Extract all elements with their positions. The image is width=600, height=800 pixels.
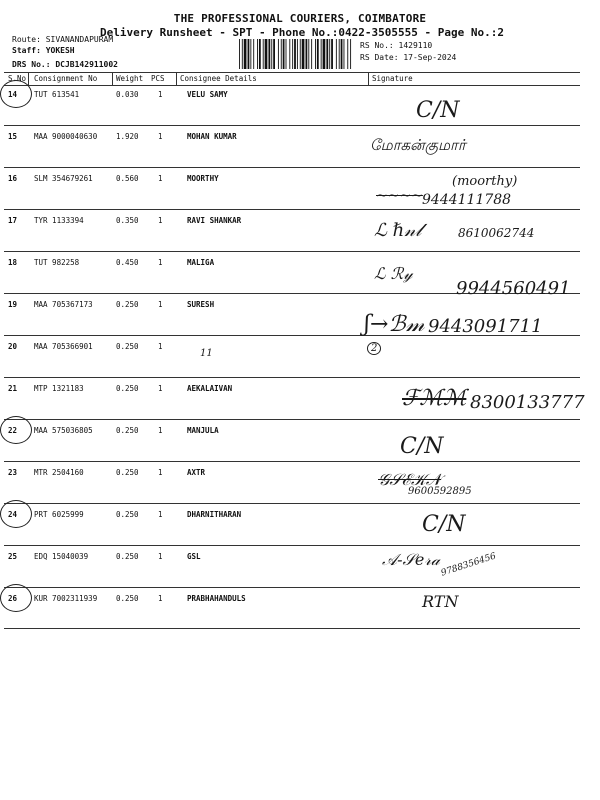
row-consignment-no: EDQ 15040039 [34, 552, 89, 561]
sno-circle-mark [0, 80, 32, 108]
row-rule [4, 503, 580, 504]
row-consignee: MALIGA [187, 258, 215, 267]
barcode-bar [268, 39, 270, 69]
barcode-bar [294, 39, 296, 69]
handwritten-phone: 9443091711 [428, 316, 543, 337]
row-weight: 0.250 [116, 426, 139, 435]
row-consignment-no: MAA 705367173 [34, 300, 93, 309]
row-consignee: DHARNITHARAN [187, 510, 242, 519]
handwritten-circled-mark: 2 [367, 342, 381, 355]
barcode-bar [278, 39, 279, 69]
row-pcs: 1 [158, 216, 163, 225]
row-sno: 21 [8, 384, 18, 393]
row-consignment-no: MAA 575036805 [34, 426, 93, 435]
handwritten-phone: 9788356456 [439, 551, 498, 579]
handwritten-phone: 8300133777 [470, 392, 585, 413]
row-consignee: MOHAN KUMAR [187, 132, 237, 141]
row-consignment-no: MTP 1321183 [34, 384, 84, 393]
barcode-bar [259, 39, 261, 69]
row-consignee: GSL [187, 552, 201, 561]
barcode-bar [311, 39, 312, 69]
row-pcs: 1 [158, 426, 163, 435]
row-rule [4, 125, 580, 126]
row-consignee: PRABHAHANDULS [187, 594, 246, 603]
barcode-bar [271, 39, 272, 69]
row-weight: 0.560 [116, 174, 139, 183]
row-consignment-no: PRT 6025999 [34, 510, 84, 519]
row-consignment-no: TUT 982258 [34, 258, 80, 267]
row-consignment-no: MAA 9000040630 [34, 132, 98, 141]
row-rule [4, 377, 580, 378]
row-weight: 0.250 [116, 384, 139, 393]
row-sno: 24 [8, 510, 18, 519]
col-header-consignee: Consignee Details [180, 74, 257, 83]
row-weight: 0.250 [116, 342, 139, 351]
row-pcs: 1 [158, 258, 163, 267]
sno-circle-mark [0, 416, 32, 444]
row-weight: 1.920 [116, 132, 139, 141]
row-consignment-no: MTR 2504160 [34, 468, 84, 477]
header-bottom-rule [4, 85, 580, 86]
barcode-bar [292, 39, 293, 69]
row-consignment-no: TYR 1133394 [34, 216, 84, 225]
row-rule [4, 628, 580, 629]
row-consignee: RAVI SHANKAR [187, 216, 242, 225]
handwritten-phone: 9600592895 [408, 486, 472, 497]
row-weight: 0.250 [116, 468, 139, 477]
row-sno: 23 [8, 468, 18, 477]
barcode-bar [265, 39, 268, 69]
col-header-weight: Weight [116, 74, 144, 83]
handwritten-signature: ℒ ℏ𝓃𝓁 [374, 220, 422, 241]
rs-number: RS No.: 1429110 [360, 41, 433, 50]
handwritten-signature: ~~~~ [376, 188, 423, 204]
row-pcs: 1 [158, 174, 163, 183]
row-consignment-no: MAA 705366901 [34, 342, 93, 351]
row-sno: 26 [8, 594, 18, 603]
row-consignee: AEKALAIVAN [187, 384, 233, 393]
row-pcs: 1 [158, 90, 163, 99]
column-divider [368, 72, 369, 86]
col-header-sno: S.No [8, 74, 27, 83]
row-rule [4, 587, 580, 588]
handwritten-signature: 𝒢𝒮ℰ𝒦𝒩 [378, 470, 442, 489]
handwritten-signature: மோகன்குமார் [370, 136, 466, 154]
barcode-bar [350, 39, 351, 69]
handwritten-signature: C/N [416, 98, 460, 123]
barcode-bar [289, 39, 290, 69]
handwritten-phone: 9444111788 [422, 192, 512, 208]
row-weight: 0.250 [116, 594, 139, 603]
barcode-bar [263, 39, 264, 69]
row-pcs: 1 [158, 300, 163, 309]
rs-date: RS Date: 17-Sep-2024 [360, 53, 457, 62]
row-pcs: 1 [158, 342, 163, 351]
row-sno: 20 [8, 342, 18, 351]
barcode-bar [339, 39, 340, 69]
handwritten-signature: 𝒜-𝒮𝑒𝓇𝒶 [382, 550, 440, 569]
table-top-rule [4, 72, 580, 73]
barcode-bar [244, 39, 247, 69]
row-sno: 14 [8, 90, 18, 99]
row-consignment-no: KUR 7002311939 [34, 594, 98, 603]
barcode-bar [281, 39, 282, 69]
route-label: Route: SIVANANDAPURAM [12, 35, 114, 44]
barcode-bar [321, 39, 322, 69]
row-sno: 15 [8, 132, 18, 141]
row-rule [4, 419, 580, 420]
row-pcs: 1 [158, 468, 163, 477]
col-header-consignment: Consignment No [34, 74, 98, 83]
row-sno: 19 [8, 300, 18, 309]
row-weight: 0.030 [116, 90, 139, 99]
barcode-bar [341, 39, 343, 69]
row-sno: 16 [8, 174, 18, 183]
handwritten-signature: ℒ ℛ𝓎 [374, 264, 413, 283]
barcode-bar [306, 39, 308, 69]
barcode-bar [239, 39, 240, 69]
barcode-bar [273, 39, 275, 69]
barcode-bar [315, 39, 316, 69]
row-weight: 0.250 [116, 552, 139, 561]
runsheet-title: Delivery Runsheet - SPT - Phone No.:0422-3505555 - Page No.:2 [100, 26, 504, 39]
col-header-pcs: PCS [151, 74, 165, 83]
row-consignee: SURESH [187, 300, 215, 309]
row-weight: 0.250 [116, 510, 139, 519]
barcode [238, 39, 354, 69]
row-pcs: 1 [158, 510, 163, 519]
sno-circle-mark [0, 584, 32, 612]
row-rule [4, 545, 580, 546]
barcode-bar [283, 39, 285, 69]
barcode-bar [344, 39, 345, 69]
barcode-bar [323, 39, 326, 69]
staff-label: Staff: YOKESH [12, 46, 75, 55]
barcode-bar [286, 39, 287, 69]
row-rule [4, 251, 580, 252]
handwritten-signature: C/N [400, 434, 444, 459]
handwritten-mark: 11 [200, 348, 213, 359]
runsheet-table [4, 72, 585, 629]
barcode-bar [297, 39, 298, 69]
barcode-bar [300, 39, 301, 69]
company-name: THE PROFESSIONAL COURIERS, COIMBATORE [173, 12, 427, 25]
handwritten-signature: (moorthy) [452, 174, 518, 189]
row-pcs: 1 [158, 384, 163, 393]
row-sno: 25 [8, 552, 18, 561]
row-sno: 18 [8, 258, 18, 267]
handwritten-signature: ʃ→ℬ𝓂 [364, 312, 425, 337]
barcode-bar [317, 39, 319, 69]
barcode-bar [302, 39, 305, 69]
barcode-bar [308, 39, 309, 69]
row-sno: 22 [8, 426, 18, 435]
row-rule [4, 209, 580, 210]
column-divider [112, 72, 113, 86]
row-pcs: 1 [158, 552, 163, 561]
barcode-bar [242, 39, 243, 69]
barcode-bar [331, 39, 333, 69]
row-weight: 0.250 [116, 300, 139, 309]
barcode-bar [329, 39, 330, 69]
row-consignee: MOORTHY [187, 174, 219, 183]
barcode-bar [248, 39, 250, 69]
row-consignment-no: SLM 354679261 [34, 174, 93, 183]
handwritten-signature: RTN [422, 592, 459, 611]
handwritten-signature: C/N [422, 512, 466, 537]
drs-number: DRS No.: DCJB142911002 [12, 60, 118, 69]
row-consignment-no: TUT 613541 [34, 90, 80, 99]
barcode-bar [253, 39, 254, 69]
barcode-bar [336, 39, 337, 69]
row-sno: 17 [8, 216, 18, 225]
col-header-signature: Signature [372, 74, 413, 83]
row-rule [4, 167, 580, 168]
row-pcs: 1 [158, 132, 163, 141]
barcode-bar [257, 39, 258, 69]
column-divider [176, 72, 177, 86]
row-rule [4, 461, 580, 462]
barcode-bar [250, 39, 251, 69]
row-weight: 0.350 [116, 216, 139, 225]
handwritten-phone: 9944560491 [456, 278, 571, 299]
barcode-bar [326, 39, 328, 69]
row-consignee: VELU SAMY [187, 90, 228, 99]
row-consignee: MANJULA [187, 426, 219, 435]
barcode-bar [347, 39, 348, 69]
row-weight: 0.450 [116, 258, 139, 267]
handwritten-signature: ℱℳℳ [402, 386, 467, 411]
row-pcs: 1 [158, 594, 163, 603]
row-consignee: AXTR [187, 468, 206, 477]
handwritten-phone: 8610062744 [458, 226, 535, 240]
sno-circle-mark [0, 500, 32, 528]
